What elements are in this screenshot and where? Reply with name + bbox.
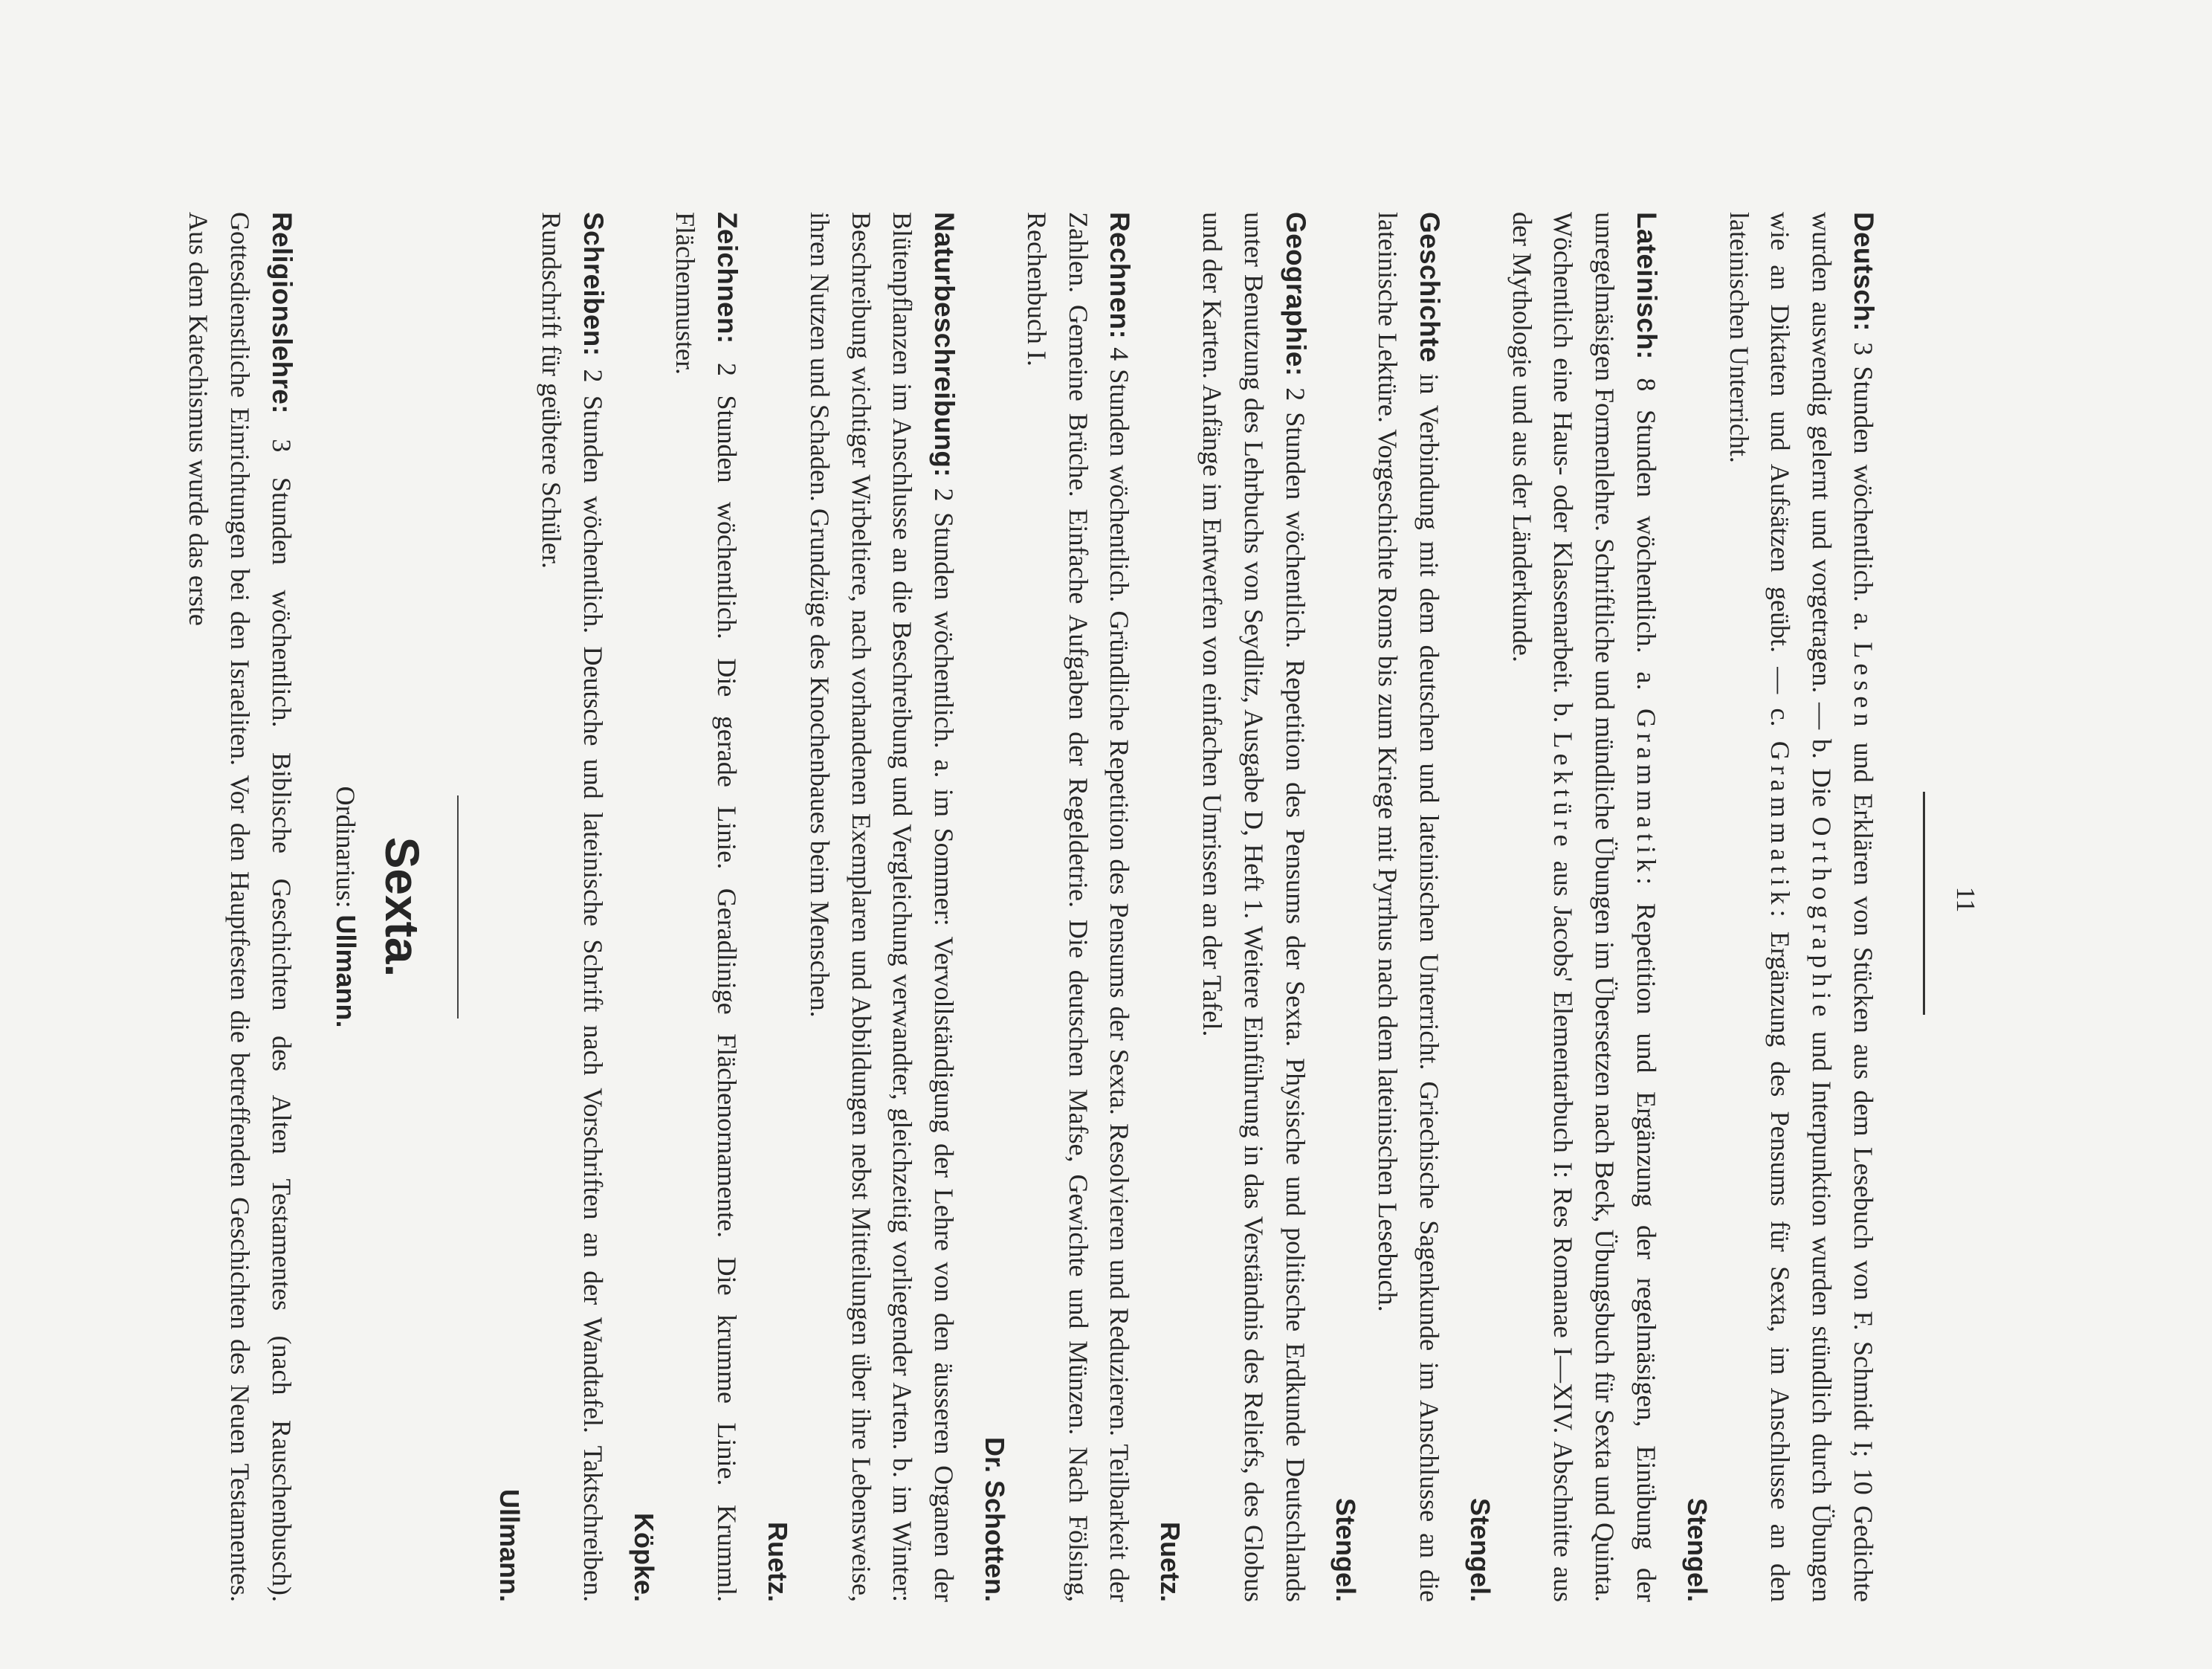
teacher-name: Stengel. — [1681, 1497, 1713, 1602]
teacher-name: Stengel. — [1330, 1497, 1362, 1602]
ordinarius-label: Ordinarius: — [331, 786, 361, 908]
subject-paragraph — [1149, 212, 1316, 1602]
teacher-name: Ruetz. — [763, 1522, 794, 1602]
spaced-term: Lesen — [1849, 642, 1878, 732]
subject-paragraph — [489, 212, 614, 1602]
header-rule — [1923, 792, 1925, 1015]
teacher-name: Dr. Schotten. — [980, 1436, 1011, 1602]
page-number: 11 — [1951, 886, 1981, 913]
sexta-curriculum — [177, 212, 302, 1602]
paragraph-text: und Interpunktion wurden stündlich durch Übungen wie an Diktaten und Aufsätzen geübt. — c. — [1765, 212, 1837, 1602]
paragraph-text: und Erklären von Stücken aus dem Lesebuch von F. Schmidt I; 10 Gedichte wurden auswendig gelernt und vorgetragen. — b. Die — [1807, 212, 1878, 1602]
spaced-term: Grammatik — [1631, 708, 1662, 877]
ordinarius-name: Ullmann. — [331, 914, 362, 1028]
ordinarius-line — [325, 212, 367, 1602]
paragraph-text: in Verbindung mit dem deutschen und lateinischen Unterricht. Griechische Sagenkunde im Anschlusse an die lateinische Lektüre. Vorgeschichte Roms bis zum Kriege mit Pyrrhus nach dem lateinischen Lesebuch. — [1373, 212, 1445, 1602]
spaced-term: Grammatik — [1765, 740, 1796, 910]
subject-heading: Geographie: — [1280, 212, 1311, 377]
paragraph-text: 3 Stunden wöchentlich. Biblische Geschichten des Alten Testamentes (nach Rauschenbusch). Gottesdienstliche Einrichtungen bei den Israeliten. Vor den Hauptfesten die betreffenden Geschichten des Neuen Testamentes. Aus dem Katechismus wurde das erste — [184, 212, 297, 1602]
subject-heading: Religionslehre: — [266, 212, 297, 414]
paragraph-text: 4 Stunden wöchentlich. Gründliche Repetition des Pensums der Sexta. Resolvieren und Reduzieren. Teilbarkeit der Zahlen. Gemeine Brüche. Einfache Aufgaben der Regeldetrie. Die deutschen Mafse, Gewichte und Münzen. Nach Fölsing, Rechenbuch I. — [1021, 212, 1135, 1602]
paragraph-text: 8 Stunden wöchentlich. a. — [1631, 359, 1662, 709]
paragraph-text: 2 Stunden wöchentlich. a. im Sommer: Vervollständigung der Lehre von den äusseren Organen der Blütenpflanzen im Anschlusse an die Beschreibung und Vergleichung verwandter, gleichzeitig vorliegender Arten. b. im Winter: Beschreibung wichtiger Wirbeltiere, nach vorhandenen Exemplaren und Abbildungen nebst Mitteilungen über ihre Lebensweise, ihren Nutzen und Schaden. Grundzüge des Knochenbaues beim Menschen. — [804, 212, 960, 1602]
paragraph-text: : Ergänzung des Pensums für Sexta, im Anschlusse an den lateinischen Unterricht. — [1724, 212, 1796, 1603]
teacher-name: Stengel. — [1464, 1497, 1495, 1602]
page-body — [177, 212, 1999, 1602]
subject-paragraph — [974, 212, 1140, 1602]
paragraph-text: 2 Stunden wöchentlich. Deutsche und lateinische Schrift nach Vorschriften an der Wandtafel. Taktschreiben. Rundschrift für geübtere Schüler. — [537, 212, 608, 1602]
paragraph-text: 2 Stunden wöchentlich. Repetition des Pensums der Sexta. Physische und politische Erdkunde Deutschlands unter Benutzung des Lehrbuchs von Seydlitz, Ausgabe D, Heft 1. Weitere Einführung in das Verständnis des Reliefs, des Globus und der Karten. Anfänge im Entwerfen von einfachen Umrissen an der Tafel. — [1197, 212, 1310, 1602]
subject-paragraph — [623, 212, 748, 1602]
subject-paragraph — [1325, 212, 1450, 1602]
paragraph-text: 2 Stunden wöchentlich. Die gerade Linie. Geradlinige Flächenornamente. Die krumme Linie. Krumml. Flächenmuster. — [670, 212, 743, 1602]
section-title: Sexta. — [375, 836, 430, 978]
spaced-term: Orthographie — [1807, 816, 1837, 1022]
subject-heading: Deutsch: — [1849, 212, 1879, 332]
subject-heading: Naturbeschreibung: — [929, 212, 960, 477]
paragraph-text: aus Jacobs' Elementarbuch I: Res Romanae I—XIV. Abschnitte aus der Mythologie und aus der Länderkunde. — [1507, 212, 1579, 1603]
subject-paragraph — [1676, 212, 1884, 1602]
spaced-term: Lektüre — [1548, 732, 1579, 852]
quinta-curriculum — [489, 212, 1885, 1602]
section-divider — [458, 795, 459, 1018]
subject-paragraph — [1459, 212, 1667, 1602]
paragraph-text: 3 Stunden wöchentlich. a. — [1849, 331, 1878, 642]
subject-heading: Geschichte — [1414, 212, 1446, 363]
subject-paragraph — [177, 212, 302, 1602]
subject-paragraph — [757, 212, 965, 1602]
subject-heading: Rechnen: — [1105, 212, 1136, 339]
paragraph-text: : Repetition und Ergänzung der regelmäsigen, Einübung der unregelmäsigen Formenlehre. Schriftliche und mündliche Übungen im Übersetzen nach Beck, Übungsbuch für Sexta und Quinta. Wöchentlich eine Haus- oder Klassenarbeit. b. — [1548, 212, 1662, 1603]
subject-heading: Zeichnen: — [712, 212, 743, 344]
teacher-name: Ruetz. — [1155, 1522, 1186, 1602]
subject-heading: Lateinisch: — [1631, 212, 1663, 360]
teacher-name: Ullmann. — [494, 1488, 525, 1602]
subject-heading: Schreiben: — [578, 212, 609, 357]
rotated-text-block — [184, 71, 1999, 1603]
teacher-name: Köpke. — [628, 1512, 659, 1602]
page-header — [1910, 71, 1999, 1602]
